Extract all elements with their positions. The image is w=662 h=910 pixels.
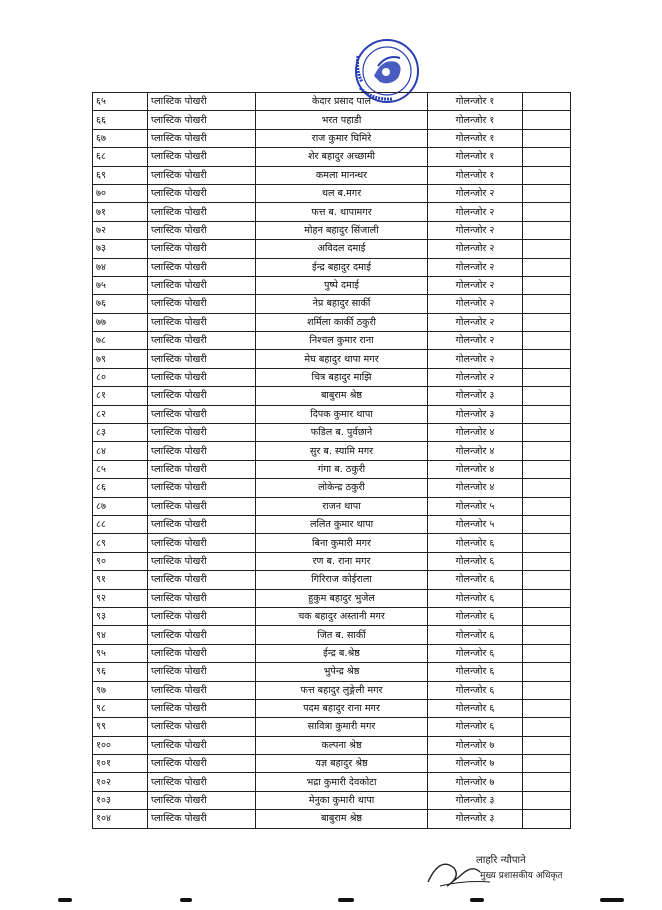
item-cell: प्लास्टिक पोखरी xyxy=(148,405,256,423)
item-cell: प्लास्टिक पोखरी xyxy=(148,497,256,515)
remarks-cell xyxy=(523,571,571,589)
serial-number: ७२ xyxy=(93,221,148,239)
person-name: कमला मानन्धर xyxy=(256,166,428,184)
address-cell: गोलन्जोर ७ xyxy=(428,736,523,754)
item-cell: प्लास्टिक पोखरी xyxy=(148,589,256,607)
serial-number: ७७ xyxy=(93,313,148,331)
table-row xyxy=(93,313,571,331)
address-cell: गोलन्जोर १ xyxy=(428,93,523,111)
person-name: केदार प्रसाद पाल xyxy=(256,93,428,111)
table-body xyxy=(93,93,571,829)
item-cell: प्लास्टिक पोखरी xyxy=(148,791,256,809)
table-row xyxy=(93,681,571,699)
item-cell: प्लास्टिक पोखरी xyxy=(148,313,256,331)
person-name: पुष्पे दमाई xyxy=(256,276,428,294)
remarks-cell xyxy=(523,460,571,478)
serial-number: ९९ xyxy=(93,718,148,736)
item-cell: प्लास्टिक पोखरी xyxy=(148,515,256,533)
serial-number: ९५ xyxy=(93,644,148,662)
table-row xyxy=(93,276,571,294)
table-row xyxy=(93,552,571,570)
table-row xyxy=(93,166,571,184)
person-name: शर्मिला कार्की ठकुरी xyxy=(256,313,428,331)
person-name: ईन्द्र बहादुर दमाई xyxy=(256,258,428,276)
remarks-cell xyxy=(523,626,571,644)
person-name: दिपक कुमार थापा xyxy=(256,405,428,423)
remarks-cell xyxy=(523,552,571,570)
table-row xyxy=(93,442,571,460)
address-cell: गोलन्जोर ६ xyxy=(428,681,523,699)
address-cell: गोलन्जोर ३ xyxy=(428,791,523,809)
address-cell: गोलन्जोर १ xyxy=(428,148,523,166)
address-cell: गोलन्जोर २ xyxy=(428,276,523,294)
remarks-cell xyxy=(523,791,571,809)
person-name: मोहन बहादुर सिंजाली xyxy=(256,221,428,239)
item-cell: प्लास्टिक पोखरी xyxy=(148,626,256,644)
address-cell: गोलन्जोर ६ xyxy=(428,534,523,552)
item-cell: प्लास्टिक पोखरी xyxy=(148,718,256,736)
remarks-cell xyxy=(523,515,571,533)
table-row xyxy=(93,129,571,147)
remarks-cell xyxy=(523,387,571,405)
address-cell: गोलन्जोर ४ xyxy=(428,479,523,497)
item-cell: प्लास्टिक पोखरी xyxy=(148,552,256,570)
item-cell: प्लास्टिक पोखरी xyxy=(148,350,256,368)
remarks-cell xyxy=(523,773,571,791)
person-name: नेप्र बहादुर सार्की xyxy=(256,295,428,313)
remarks-cell xyxy=(523,93,571,111)
remarks-cell xyxy=(523,607,571,625)
table-row xyxy=(93,368,571,386)
scan-edge-marks xyxy=(0,898,662,910)
item-cell: प्लास्टिक पोखरी xyxy=(148,276,256,294)
table-row xyxy=(93,571,571,589)
serial-number: १०२ xyxy=(93,773,148,791)
serial-number: ६९ xyxy=(93,166,148,184)
serial-number: ८० xyxy=(93,368,148,386)
address-cell: गोलन्जोर २ xyxy=(428,368,523,386)
item-cell: प्लास्टिक पोखरी xyxy=(148,607,256,625)
table-row xyxy=(93,258,571,276)
address-cell: गोलन्जोर ६ xyxy=(428,644,523,662)
remarks-cell xyxy=(523,589,571,607)
person-name: मेघ बहादुर थापा मगर xyxy=(256,350,428,368)
address-cell: गोलन्जोर ६ xyxy=(428,699,523,717)
remarks-cell xyxy=(523,295,571,313)
address-cell: गोलन्जोर ४ xyxy=(428,442,523,460)
serial-number: ९७ xyxy=(93,681,148,699)
person-name: गंगा ब. ठकुरी xyxy=(256,460,428,478)
serial-number: ८८ xyxy=(93,515,148,533)
signature-block xyxy=(420,846,590,896)
table-row xyxy=(93,515,571,533)
serial-number: ९८ xyxy=(93,699,148,717)
remarks-cell xyxy=(523,111,571,129)
remarks-cell xyxy=(523,644,571,662)
address-cell: गोलन्जोर ६ xyxy=(428,718,523,736)
address-cell: गोलन्जोर २ xyxy=(428,332,523,350)
table-row xyxy=(93,387,571,405)
item-cell: प्लास्टिक पोखरी xyxy=(148,663,256,681)
table-row xyxy=(93,424,571,442)
remarks-cell xyxy=(523,699,571,717)
address-cell: गोलन्जोर २ xyxy=(428,203,523,221)
serial-number: ६५ xyxy=(93,93,148,111)
person-name: हुकुम बहादुर भुजेल xyxy=(256,589,428,607)
table-row xyxy=(93,240,571,258)
address-cell: गोलन्जोर ५ xyxy=(428,497,523,515)
person-name: ईन्द्र ब.श्रेष्ठ xyxy=(256,644,428,662)
table-row xyxy=(93,350,571,368)
address-cell: गोलन्जोर ४ xyxy=(428,424,523,442)
person-name: यज्ञ बहादुर श्रेष्ठ xyxy=(256,755,428,773)
table-row xyxy=(93,460,571,478)
item-cell: प्लास्टिक पोखरी xyxy=(148,203,256,221)
remarks-cell xyxy=(523,166,571,184)
remarks-cell xyxy=(523,184,571,202)
item-cell: प्लास्टिक पोखरी xyxy=(148,332,256,350)
beneficiary-table xyxy=(92,92,571,829)
person-name: राज कुमार घिमिरे xyxy=(256,129,428,147)
item-cell: प्लास्टिक पोखरी xyxy=(148,442,256,460)
item-cell: प्लास्टिक पोखरी xyxy=(148,295,256,313)
serial-number: ७३ xyxy=(93,240,148,258)
item-cell: प्लास्टिक पोखरी xyxy=(148,129,256,147)
serial-number: ९२ xyxy=(93,589,148,607)
serial-number: ८३ xyxy=(93,424,148,442)
person-name: रण ब. राना मगर xyxy=(256,552,428,570)
person-name: भरत पहाडी xyxy=(256,111,428,129)
remarks-cell xyxy=(523,663,571,681)
table-row xyxy=(93,663,571,681)
serial-number: ७९ xyxy=(93,350,148,368)
item-cell: प्लास्टिक पोखरी xyxy=(148,258,256,276)
table-row xyxy=(93,221,571,239)
table-row xyxy=(93,479,571,497)
item-cell: प्लास्टिक पोखरी xyxy=(148,681,256,699)
remarks-cell xyxy=(523,240,571,258)
table-row xyxy=(93,791,571,809)
person-name: चक बहादुर अस्तानी मगर xyxy=(256,607,428,625)
remarks-cell xyxy=(523,405,571,423)
table-row xyxy=(93,93,571,111)
table-row xyxy=(93,405,571,423)
serial-number: ६८ xyxy=(93,148,148,166)
address-cell: गोलन्जोर ४ xyxy=(428,460,523,478)
item-cell: प्लास्टिक पोखरी xyxy=(148,644,256,662)
person-name: ललित कुमार थापा xyxy=(256,515,428,533)
address-cell: गोलन्जोर ७ xyxy=(428,773,523,791)
item-cell: प्लास्टिक पोखरी xyxy=(148,571,256,589)
person-name: भद्रा कुमारी देवकोटा xyxy=(256,773,428,791)
item-cell: प्लास्टिक पोखरी xyxy=(148,534,256,552)
table-row xyxy=(93,184,571,202)
person-name: अविदल दमाई xyxy=(256,240,428,258)
item-cell: प्लास्टिक पोखरी xyxy=(148,93,256,111)
address-cell: गोलन्जोर ६ xyxy=(428,589,523,607)
serial-number: ९४ xyxy=(93,626,148,644)
serial-number: १०१ xyxy=(93,755,148,773)
table-row xyxy=(93,332,571,350)
address-cell: गोलन्जोर ३ xyxy=(428,387,523,405)
remarks-cell xyxy=(523,736,571,754)
remarks-cell xyxy=(523,258,571,276)
table-row xyxy=(93,497,571,515)
remarks-cell xyxy=(523,810,571,828)
person-name: भुपेन्द्र श्रेष्ठ xyxy=(256,663,428,681)
remarks-cell xyxy=(523,129,571,147)
address-cell: गोलन्जोर २ xyxy=(428,240,523,258)
person-name: सुर ब. स्यामि मगर xyxy=(256,442,428,460)
person-name: राजन थापा xyxy=(256,497,428,515)
address-cell: गोलन्जोर ३ xyxy=(428,405,523,423)
remarks-cell xyxy=(523,424,571,442)
serial-number: ८७ xyxy=(93,497,148,515)
remarks-cell xyxy=(523,479,571,497)
address-cell: गोलन्जोर २ xyxy=(428,350,523,368)
table-row xyxy=(93,773,571,791)
person-name: थल ब.मगर xyxy=(256,184,428,202)
item-cell: प्लास्टिक पोखरी xyxy=(148,810,256,828)
person-name: निश्चल कुमार राना xyxy=(256,332,428,350)
person-name: बाबुराम श्रेष्ठ xyxy=(256,387,428,405)
address-cell: गोलन्जोर ६ xyxy=(428,552,523,570)
remarks-cell xyxy=(523,755,571,773)
address-cell: गोलन्जोर ६ xyxy=(428,626,523,644)
serial-number: ७४ xyxy=(93,258,148,276)
address-cell: गोलन्जोर ६ xyxy=(428,607,523,625)
table-row xyxy=(93,755,571,773)
remarks-cell xyxy=(523,313,571,331)
item-cell: प्लास्टिक पोखरी xyxy=(148,479,256,497)
person-name: मेनुका कुमारी थापा xyxy=(256,791,428,809)
serial-number: १०० xyxy=(93,736,148,754)
person-name: शेर बहादुर अच्छामी xyxy=(256,148,428,166)
item-cell: प्लास्टिक पोखरी xyxy=(148,755,256,773)
address-cell: गोलन्जोर ६ xyxy=(428,571,523,589)
serial-number: ८९ xyxy=(93,534,148,552)
address-cell: गोलन्जोर १ xyxy=(428,111,523,129)
remarks-cell xyxy=(523,276,571,294)
table-row xyxy=(93,810,571,828)
item-cell: प्लास्टिक पोखरी xyxy=(148,387,256,405)
address-cell: गोलन्जोर २ xyxy=(428,295,523,313)
item-cell: प्लास्टिक पोखरी xyxy=(148,221,256,239)
remarks-cell xyxy=(523,442,571,460)
signatory-title: मुख्य प्रशासकीय अधिकृत xyxy=(480,871,563,881)
remarks-cell xyxy=(523,718,571,736)
remarks-cell xyxy=(523,148,571,166)
item-cell: प्लास्टिक पोखरी xyxy=(148,424,256,442)
remarks-cell xyxy=(523,681,571,699)
table-row xyxy=(93,644,571,662)
serial-number: ६७ xyxy=(93,129,148,147)
remarks-cell xyxy=(523,203,571,221)
serial-number: ७५ xyxy=(93,276,148,294)
serial-number: ७१ xyxy=(93,203,148,221)
item-cell: प्लास्टिक पोखरी xyxy=(148,166,256,184)
table-row xyxy=(93,534,571,552)
table-row xyxy=(93,111,571,129)
table-row xyxy=(93,295,571,313)
table-row xyxy=(93,148,571,166)
serial-number: ८५ xyxy=(93,460,148,478)
item-cell: प्लास्टिक पोखरी xyxy=(148,773,256,791)
table-row xyxy=(93,589,571,607)
person-name: चित्र बहादुर माझि xyxy=(256,368,428,386)
address-cell: गोलन्जोर १ xyxy=(428,166,523,184)
address-cell: गोलन्जोर ७ xyxy=(428,755,523,773)
table-row xyxy=(93,626,571,644)
person-name: जित ब. सार्की xyxy=(256,626,428,644)
serial-number: ९६ xyxy=(93,663,148,681)
remarks-cell xyxy=(523,221,571,239)
serial-number: ९० xyxy=(93,552,148,570)
signatory-name: लाहरि न्यौपाने xyxy=(476,855,526,866)
table-row xyxy=(93,736,571,754)
serial-number: ८६ xyxy=(93,479,148,497)
remarks-cell xyxy=(523,332,571,350)
address-cell: गोलन्जोर २ xyxy=(428,313,523,331)
serial-number: १०४ xyxy=(93,810,148,828)
item-cell: प्लास्टिक पोखरी xyxy=(148,460,256,478)
person-name: बिना कुमारी मगर xyxy=(256,534,428,552)
address-cell: गोलन्जोर १ xyxy=(428,129,523,147)
remarks-cell xyxy=(523,534,571,552)
table-row xyxy=(93,203,571,221)
remarks-cell xyxy=(523,368,571,386)
address-cell: गोलन्जोर ५ xyxy=(428,515,523,533)
serial-number: ७० xyxy=(93,184,148,202)
table-row xyxy=(93,699,571,717)
person-name: फत्त बहादुर लुङ्गेली मगर xyxy=(256,681,428,699)
serial-number: ७८ xyxy=(93,332,148,350)
remarks-cell xyxy=(523,497,571,515)
serial-number: १०३ xyxy=(93,791,148,809)
address-cell: गोलन्जोर २ xyxy=(428,221,523,239)
person-name: बाबुराम श्रेष्ठ xyxy=(256,810,428,828)
serial-number: ९३ xyxy=(93,607,148,625)
person-name: फडिल ब. पुर्वछाने xyxy=(256,424,428,442)
person-name: लोकेन्द्र ठकुरी xyxy=(256,479,428,497)
item-cell: प्लास्टिक पोखरी xyxy=(148,111,256,129)
item-cell: प्लास्टिक पोखरी xyxy=(148,184,256,202)
item-cell: प्लास्टिक पोखरी xyxy=(148,240,256,258)
address-cell: गोलन्जोर २ xyxy=(428,184,523,202)
serial-number: ९१ xyxy=(93,571,148,589)
serial-number: ६६ xyxy=(93,111,148,129)
address-cell: गोलन्जोर २ xyxy=(428,258,523,276)
address-cell: गोलन्जोर ३ xyxy=(428,810,523,828)
remarks-cell xyxy=(523,350,571,368)
person-name: गिरिराज कोईराला xyxy=(256,571,428,589)
table-row xyxy=(93,718,571,736)
item-cell: प्लास्टिक पोखरी xyxy=(148,148,256,166)
person-name: पदम बहादुर राना मगर xyxy=(256,699,428,717)
table-row xyxy=(93,607,571,625)
serial-number: ८१ xyxy=(93,387,148,405)
serial-number: ८२ xyxy=(93,405,148,423)
serial-number: ७६ xyxy=(93,295,148,313)
item-cell: प्लास्टिक पोखरी xyxy=(148,368,256,386)
item-cell: प्लास्टिक पोखरी xyxy=(148,736,256,754)
person-name: सावित्रा कुमारी मगर xyxy=(256,718,428,736)
person-name: फत्त ब. थापामगर xyxy=(256,203,428,221)
item-cell: प्लास्टिक पोखरी xyxy=(148,699,256,717)
address-cell: गोलन्जोर ६ xyxy=(428,663,523,681)
person-name: कल्पना श्रेष्ठ xyxy=(256,736,428,754)
serial-number: ८४ xyxy=(93,442,148,460)
